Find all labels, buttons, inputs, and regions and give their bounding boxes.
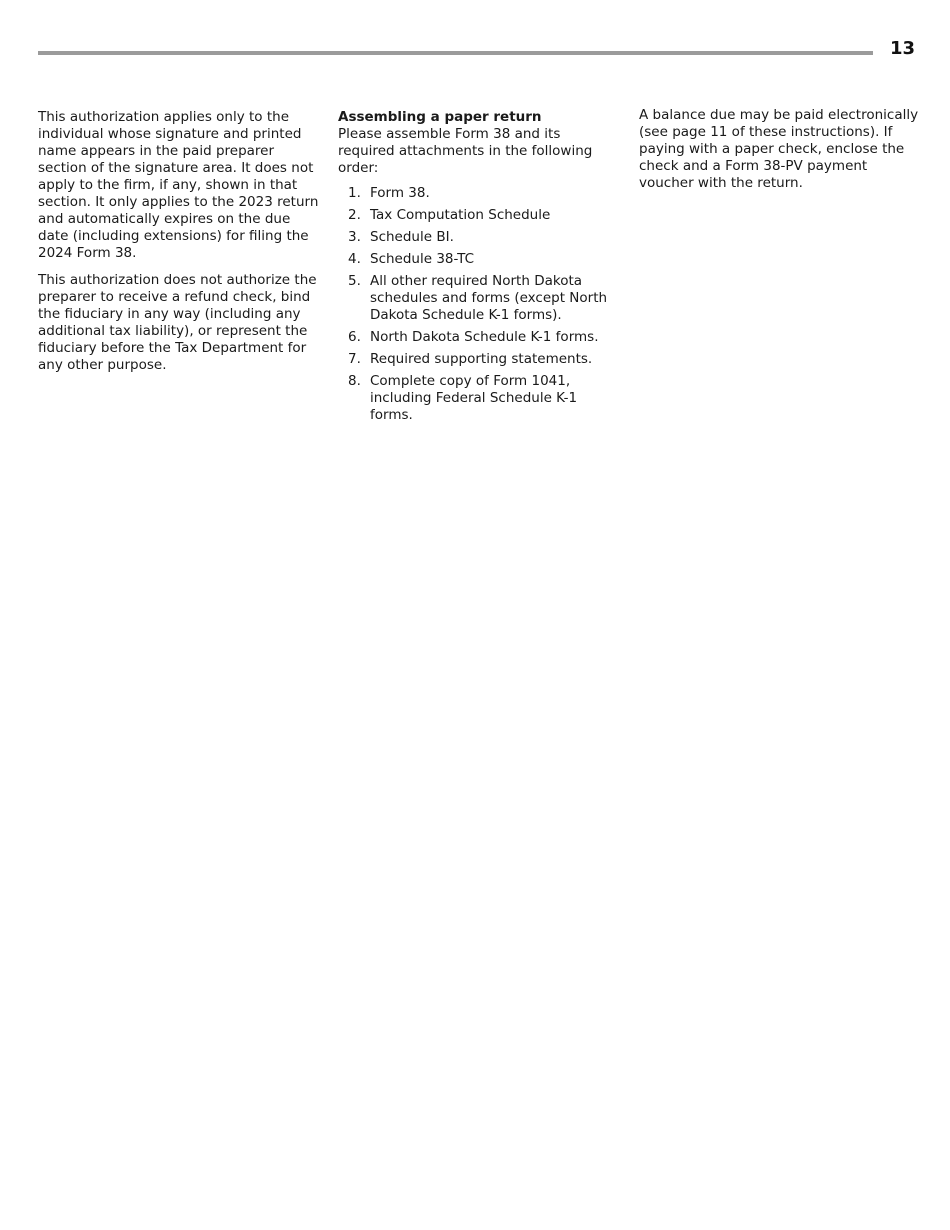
list-item-number: 7. — [348, 351, 361, 367]
list-item — [338, 251, 613, 268]
list-item — [338, 351, 613, 368]
list-item-number: 4. — [348, 251, 361, 267]
list-item-text: Tax Computation Schedule — [370, 207, 551, 223]
column-authorization — [38, 109, 320, 384]
assembling-intro: Please assemble Form 38 and its required attachments in the following order: — [338, 126, 593, 176]
list-item-text: All other required North Dakota schedules and forms (except North Dakota Schedule K-1 forms). — [370, 273, 608, 323]
list-item-number: 5. — [348, 273, 361, 289]
section-heading-assembling: Assembling a paper return — [338, 109, 542, 125]
list-item — [338, 273, 613, 324]
list-item-text: Schedule BI. — [370, 229, 454, 245]
list-item-text: Form 38. — [370, 185, 430, 201]
list-item-number: 2. — [348, 207, 361, 223]
header-divider — [38, 51, 873, 55]
assembly-order-list — [338, 185, 613, 424]
list-item-number: 8. — [348, 373, 361, 389]
column-assembling — [338, 109, 613, 429]
list-item — [338, 329, 613, 346]
column-balance-due — [639, 107, 924, 202]
balance-due-paragraph: A balance due may be paid electronically (see page 11 of these instructions). If paying with a paper check, enclose the check and a Form 38-PV payment voucher with the return. — [639, 107, 919, 191]
list-item-text: North Dakota Schedule K-1 forms. — [370, 329, 599, 345]
page-number: 13 — [889, 38, 915, 59]
list-item-text: Complete copy of Form 1041, including Federal Schedule K-1 forms. — [370, 373, 578, 423]
list-item-number: 3. — [348, 229, 361, 245]
list-item-text: Required supporting statements. — [370, 351, 593, 367]
list-item — [338, 185, 613, 202]
list-item-number: 1. — [348, 185, 361, 201]
list-item — [338, 229, 613, 246]
authorization-paragraph-2: This authorization does not authorize the preparer to receive a refund check, bind the fiduciary in any way (including any additional tax liability), or represent the fiduciary before the Tax Department for any other purpose. — [38, 272, 317, 373]
list-item-text: Schedule 38-TC — [370, 251, 475, 267]
authorization-paragraph-1: This authorization applies only to the individual whose signature and printed name appears in the paid preparer section of the signature area. It does not apply to the firm, if any, shown in that section. It only applies to the 2023 return and automatically expires on the due date (including extensions) for filing the 2024 Form 38. — [38, 109, 319, 261]
list-item — [338, 207, 613, 224]
list-item — [338, 373, 613, 424]
list-item-number: 6. — [348, 329, 361, 345]
